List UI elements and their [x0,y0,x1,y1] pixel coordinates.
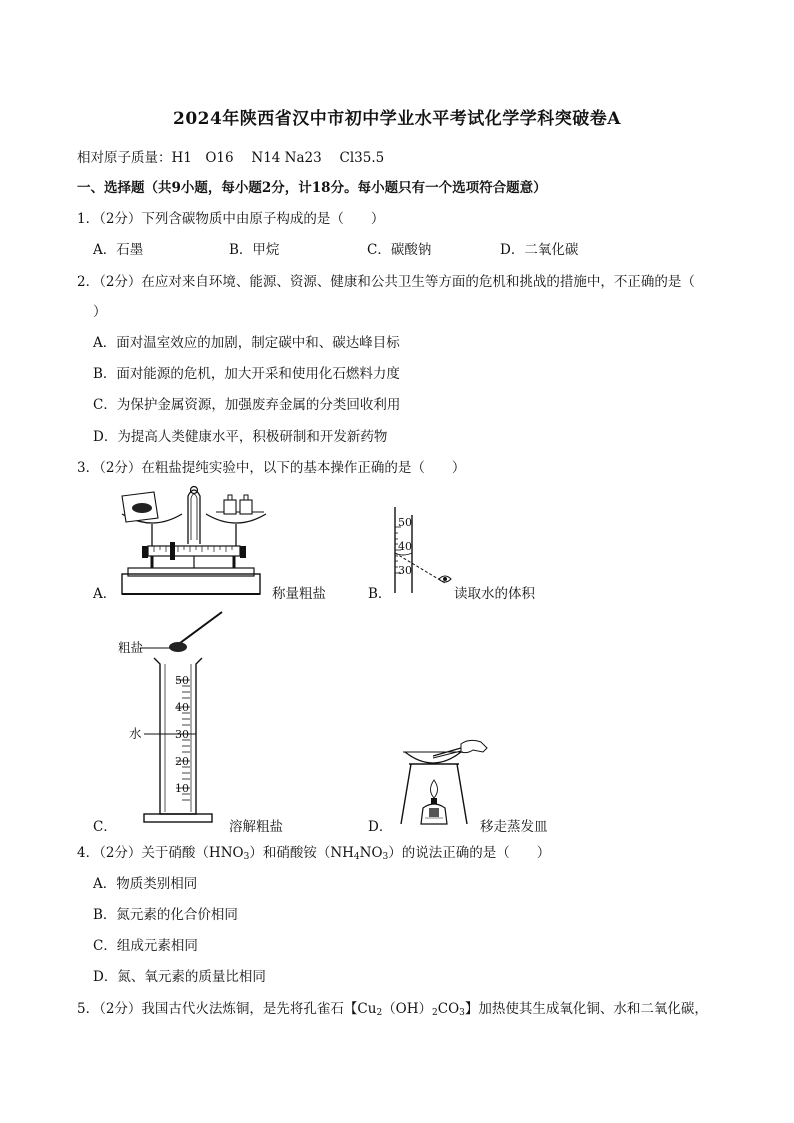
question-2-stem-cont: ） [93,304,107,320]
label-coarse-salt: 粗盐 [118,640,144,655]
label-water: 水 [129,726,142,741]
cylinder-tick-30: 30 [398,564,412,577]
q4-option-b: B．氮元素的化合价相同 [93,907,238,923]
q2-option-d: D．为提高人类健康水平，积极研制和开发新药物 [93,429,388,445]
grad-tick-20: 20 [175,755,189,768]
q3-option-c-letter: C． [93,819,117,835]
q1-option-c: C．碳酸钠 [367,242,432,258]
q1-option-a: A．石墨 [93,242,144,258]
q3-option-b-caption: 读取水的体积 [454,586,535,602]
q3-option-a-letter: A． [93,586,117,602]
grad-tick-10: 10 [175,782,189,795]
atomic-mass-line: 相对原子质量：H1 O16 N14 Na23 Cl35.5 [77,150,385,166]
page-title: 2024年陕西省汉中市初中学业水平考试化学学科突破卷A [172,109,621,129]
grad-tick-30: 30 [175,728,189,741]
grad-tick-50: 50 [175,674,189,687]
q3-option-d-letter: D． [368,819,393,835]
q4-option-c: C．组成元素相同 [93,938,198,954]
grad-tick-40: 40 [175,701,189,714]
evaporation-figure [395,738,490,830]
cylinder-tick-40: 40 [398,540,412,553]
q1-option-b: B．甲烷 [229,242,280,258]
cylinder-tick-50: 50 [398,516,412,529]
question-2-stem: 2．（2分）在应对来自环境、能源、资源、健康和公共卫生等方面的危机和挑战的措施中，不正确的是（ [77,274,695,290]
question-5-stem: 5．（2分）我国古代火法炼铜，是先将孔雀石【$Cu_2(OH)_2CO_3$】加热使其生成氧化铜、水和二氧化碳， [77,1001,708,1018]
question-1-stem: 1．（2分）下列含碳物质中由原子构成的是（ ） [77,211,385,227]
q3-option-a-caption: 称量粗盐 [272,586,326,602]
q2-option-a: A．面对温室效应的加剧，制定碳中和、碳达峰目标 [93,335,400,351]
q2-option-b: B．面对能源的危机，加大开采和使用化石燃料力度 [93,366,400,382]
q1-option-d: D．二氧化碳 [500,242,579,258]
section-heading: 一、选择题（共9小题，每小题2分，计18分。每小题只有一个选项符合题意） [77,180,547,196]
reading-cylinder-figure [385,505,460,597]
graduated-cylinder-figure [140,608,240,830]
q3-option-b-letter: B． [368,586,392,602]
q4-option-a: A．物质类别相同 [93,876,198,892]
q3-option-c-caption: 溶解粗盐 [229,819,283,835]
q2-option-c: C．为保护金属资源，加强废弃金属的分类回收利用 [93,397,401,413]
q3-option-d-caption: 移走蒸发皿 [480,819,548,835]
q4-option-d: D．氮、氧元素的质量比相同 [93,969,266,985]
question-3-stem: 3．（2分）在粗盐提纯实验中，以下的基本操作正确的是（ ） [77,460,466,476]
balance-figure [118,482,268,600]
question-4-stem: 4．（2分）关于硝酸$(HNO_3)$和硝酸铵$(NH_4NO_3)$的说法正确的是（ ） [77,845,551,862]
